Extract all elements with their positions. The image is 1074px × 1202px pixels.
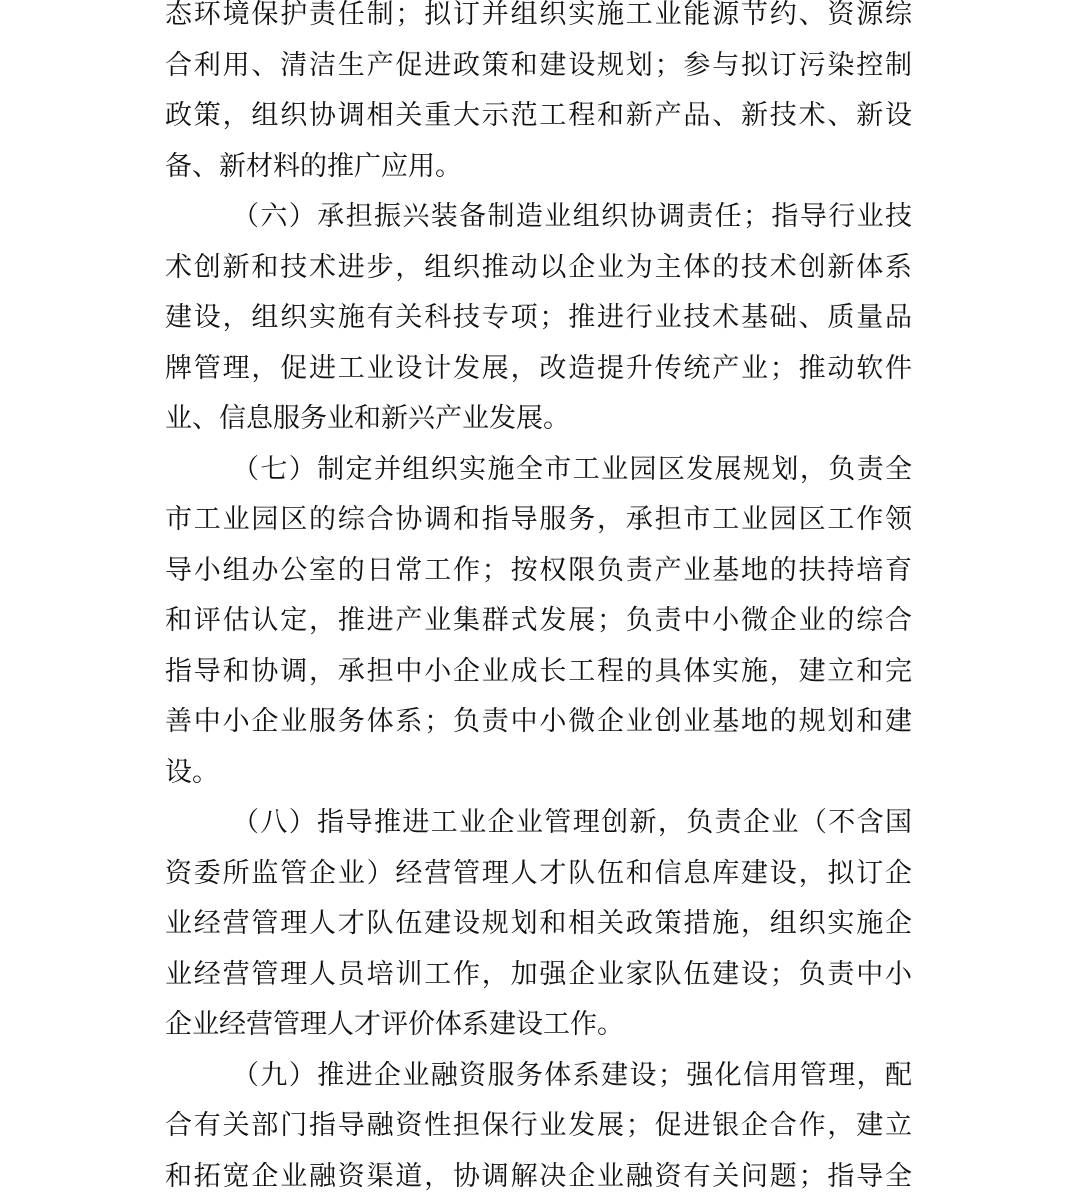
text-line: （八）指导推进工业企业管理创新，负责企业（不含国 — [165, 798, 912, 849]
text-line: 企业经营管理人才评价体系建设工作。 — [165, 1000, 912, 1051]
document-body — [165, 0, 912, 1202]
text-line: 指导和协调，承担中小企业成长工程的具体实施，建立和完 — [165, 647, 912, 698]
text-line: 术创新和技术进步，组织推动以企业为主体的技术创新体系 — [165, 243, 912, 294]
text-line: 和评估认定，推进产业集群式发展；负责中小微企业的综合 — [165, 596, 912, 647]
text-line: 市工业园区的综合协调和指导服务，承担市工业园区工作领 — [165, 495, 912, 546]
text-line: 资委所监管企业）经营管理人才队伍和信息库建设，拟订企 — [165, 849, 912, 900]
text-line: （七）制定并组织实施全市工业园区发展规划，负责全 — [165, 445, 912, 496]
text-line: 合有关部门指导融资性担保行业发展；促进银企合作，建立 — [165, 1101, 912, 1152]
text-line: 建设，组织实施有关科技专项；推进行业技术基础、质量品 — [165, 293, 912, 344]
text-line: 设。 — [165, 748, 912, 799]
paragraph — [165, 0, 912, 192]
paragraph — [165, 192, 912, 445]
paragraph — [165, 445, 912, 799]
text-line: 业经营管理人才队伍建设规划和相关政策措施，组织实施企 — [165, 899, 912, 950]
text-line: 态环境保护责任制；拟订并组织实施工业能源节约、资源综 — [165, 0, 912, 41]
text-line: 合利用、清洁生产促进政策和建设规划；参与拟订污染控制 — [165, 41, 912, 92]
text-line: （六）承担振兴装备制造业组织协调责任；指导行业技 — [165, 192, 912, 243]
text-line: 业、信息服务业和新兴产业发展。 — [165, 394, 912, 445]
text-line: 善中小企业服务体系；负责中小微企业创业基地的规划和建 — [165, 697, 912, 748]
text-line: 政策，组织协调相关重大示范工程和新产品、新技术、新设 — [165, 91, 912, 142]
text-line: 导小组办公室的日常工作；按权限负责产业基地的扶持培育 — [165, 546, 912, 597]
text-line: 业经营管理人员培训工作，加强企业家队伍建设；负责中小 — [165, 950, 912, 1001]
paragraph — [165, 1051, 912, 1202]
paragraph — [165, 798, 912, 1051]
text-line: 备、新材料的推广应用。 — [165, 142, 912, 193]
text-line: 和拓宽企业融资渠道，协调解决企业融资有关问题；指导全 — [165, 1152, 912, 1202]
text-line: （九）推进企业融资服务体系建设；强化信用管理，配 — [165, 1051, 912, 1102]
text-line: 牌管理，促进工业设计发展，改造提升传统产业；推动软件 — [165, 344, 912, 395]
